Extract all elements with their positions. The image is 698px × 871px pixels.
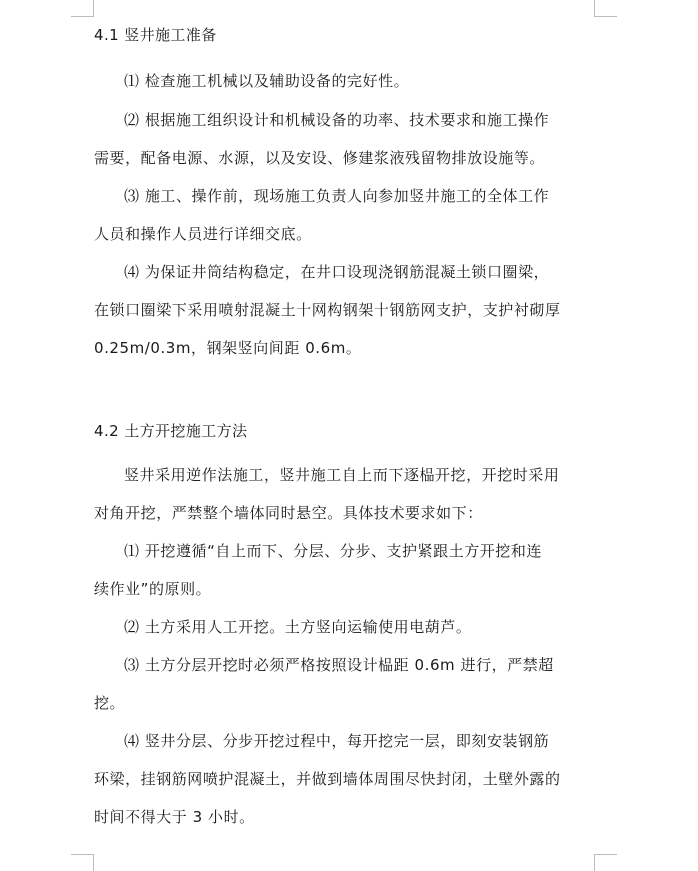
paragraph-line: 时间不得大于 3 小时。 [94, 808, 255, 826]
paragraph-line: 需要，配备电源、水源，以及安设、修建浆液残留物排放设施等。 [94, 149, 545, 167]
page-corner-mark-top-right [594, 0, 617, 17]
paragraph-line: 挖。 [94, 694, 126, 712]
page-corner-mark-top-left [71, 0, 94, 17]
section-heading-4-1: 4.1 竖井施工准备 [94, 26, 217, 44]
paragraph-line: 续作业”的原则。 [94, 580, 212, 598]
paragraph-line: 0.25m/0.3m，钢架竖向间距 0.6m。 [94, 339, 362, 357]
paragraph-line: ⑷ 为保证井筒结构稳定，在井口设现浇钢筋混凝土锁口圈梁， [124, 263, 550, 281]
section-heading-4-2: 4.2 土方开挖施工方法 [94, 422, 248, 440]
document-page [94, 0, 594, 870]
paragraph-line: 人员和操作人员进行详细交底。 [94, 225, 312, 243]
paragraph-line: ⑵ 土方采用人工开挖。土方竖向运输使用电葫芦。 [124, 618, 472, 636]
paragraph-line: 环梁，挂钢筋网喷护混凝土，并做到墙体周围尽快封闭，土壁外露的 [94, 770, 561, 788]
paragraph-line: 在锁口圈梁下采用喷射混凝土十网构钢架十钢筋网支护，支护衬砌厚 [94, 301, 561, 319]
paragraph-line: ⑴ 检查施工机械以及辅助设备的完好性。 [124, 72, 410, 90]
paragraph-line: ⑴ 开挖遵循“自上而下、分层、分步、支护紧跟土方开挖和连 [124, 542, 542, 560]
paragraph-line: 对角开挖，严禁整个墙体同时悬空。具体技术要求如下： [94, 504, 483, 522]
paragraph-line: ⑶ 施工、操作前，现场施工负责人向参加竖井施工的全体工作 [124, 187, 550, 205]
page-corner-mark-bottom-right [594, 854, 617, 871]
paragraph-line: ⑵ 根据施工组织设计和机械设备的功率、技术要求和施工操作 [124, 111, 550, 129]
paragraph-line: ⑶ 土方分层开挖时必须严格按照设计榀距 0.6m 进行，严禁超 [124, 656, 554, 674]
page-corner-mark-bottom-left [71, 854, 94, 871]
paragraph-line: 竖井采用逆作法施工，竖井施工自上而下逐榀开挖，开挖时采用 [124, 466, 560, 484]
paragraph-line: ⑷ 竖井分层、分步开挖过程中，每开挖完一层，即刻安装钢筋 [124, 732, 550, 750]
